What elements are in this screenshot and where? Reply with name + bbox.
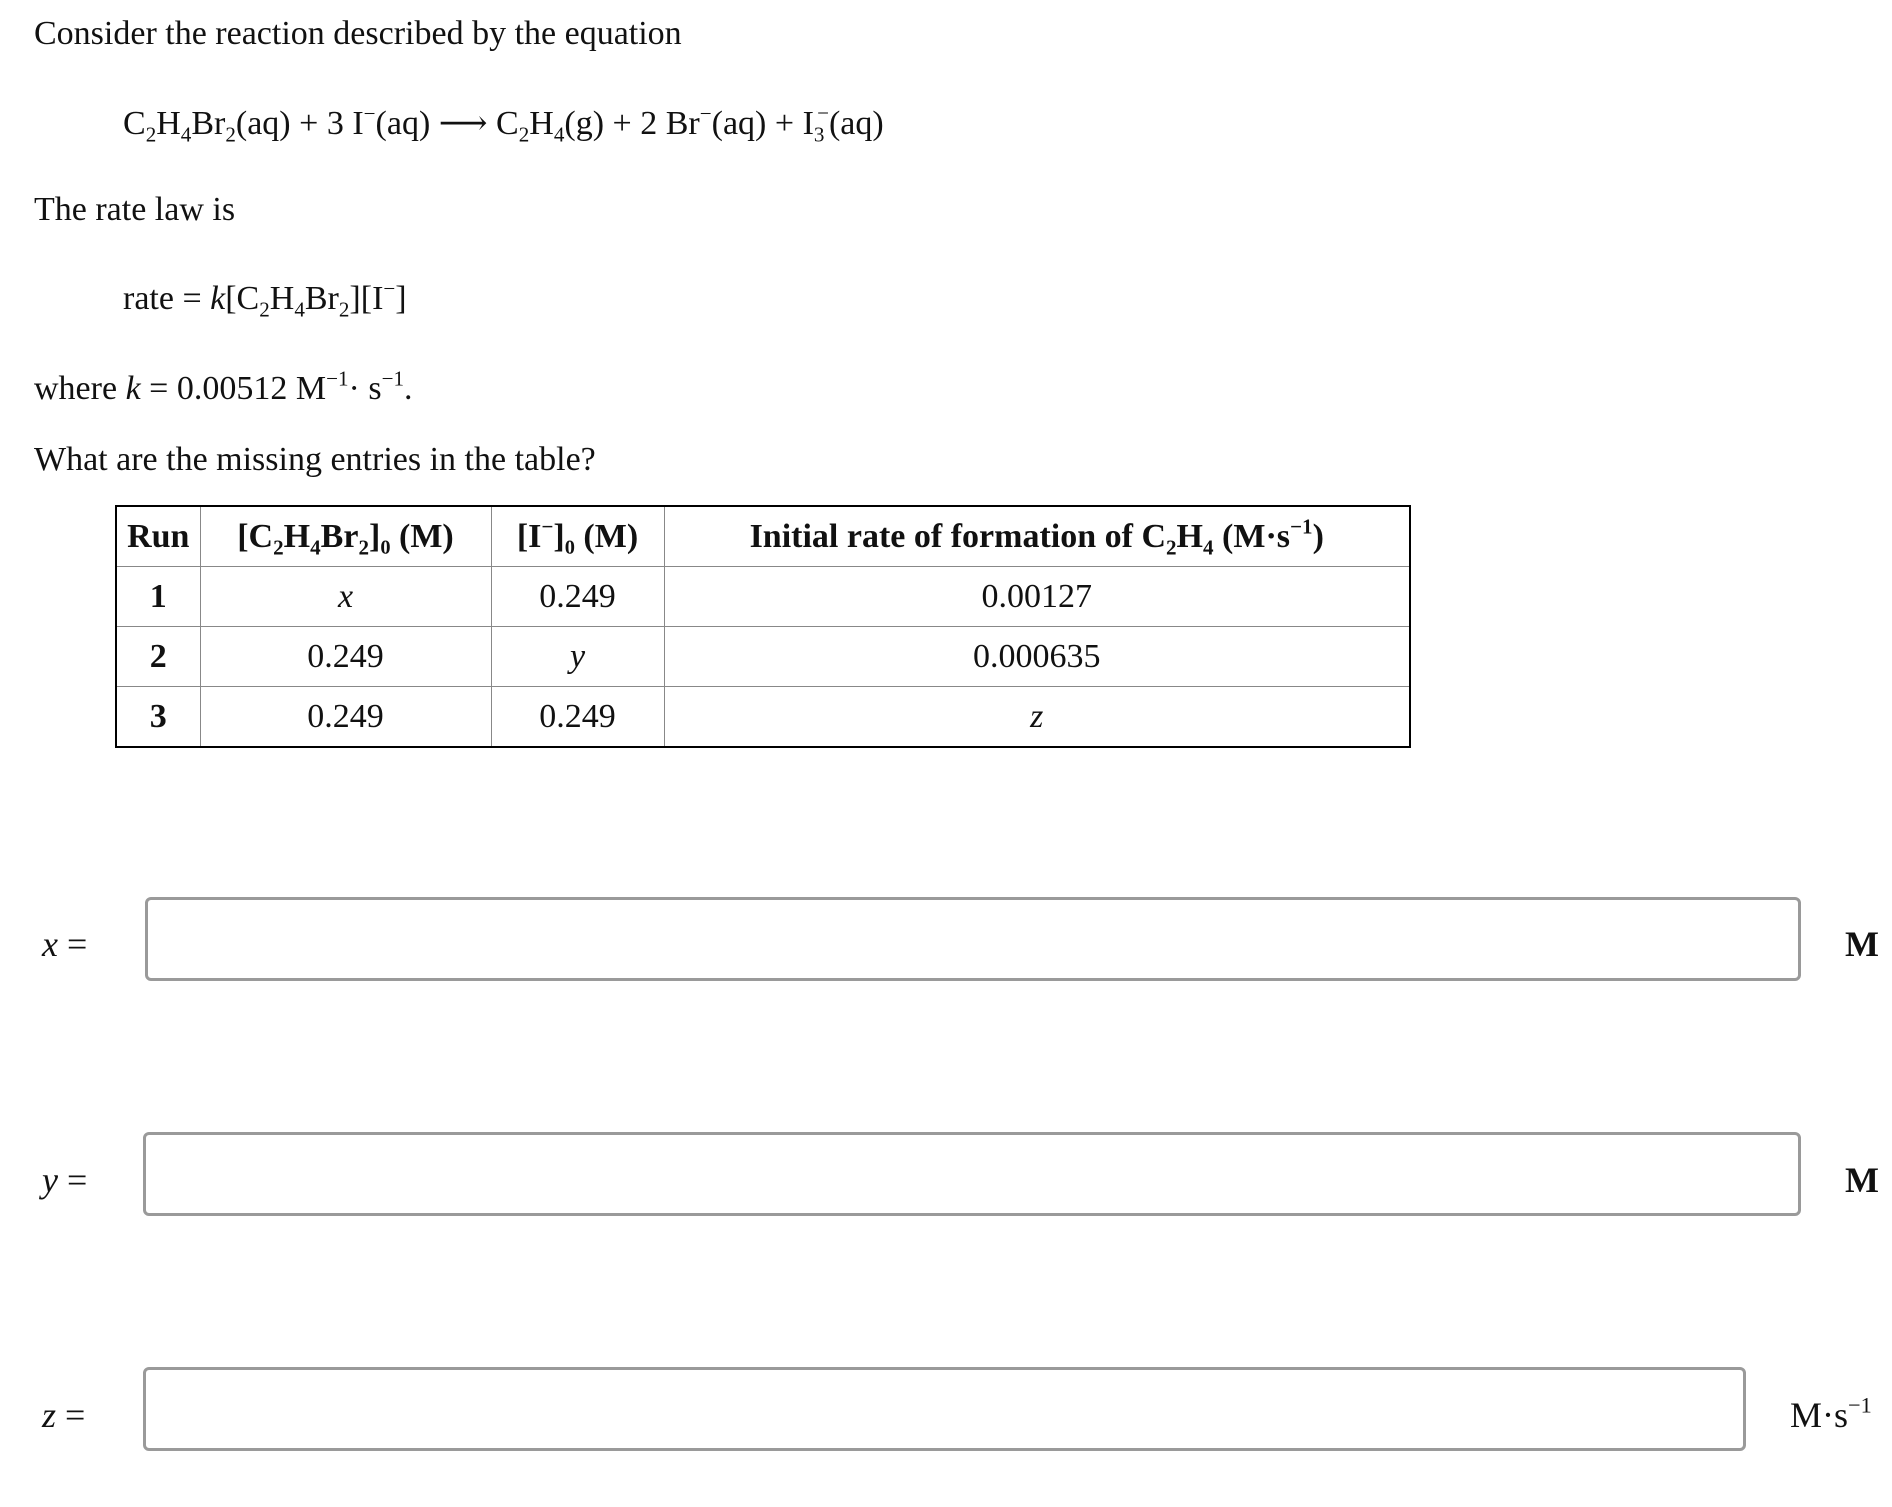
header-initial-rate: Initial rate of formation of $C_2H_4$ $(M\cdot s^{-1})$ [664,506,1410,567]
run-number: 3 [116,687,200,748]
reaction-arrow: ⟶ [438,105,488,142]
cell-rate: 0.00127 [664,567,1410,627]
rate-constant-value: 0.00512 [176,370,288,407]
product-1: $C_2H_4(g)$ [496,105,605,147]
table-row [116,687,1410,748]
product-2: 2 Br−(aq) [640,101,767,142]
header-run: Run [116,506,200,567]
rate-constant-units: $M^{-1}\cdot s^{-1}$. [295,366,413,407]
rate-law-expression: rate = $k[C_2H_4Br_2][I^-]$ [123,276,407,322]
cell-c2h4br2: 0.249 [200,687,491,748]
rate-constant-statement: where k = 0.00512 $M^{-1}\cdot s^{-1}$. [34,366,413,407]
table-row [116,567,1410,627]
reactant-1: $C_2H_4Br_2(aq)$ [123,105,291,147]
run-number: 1 [116,567,200,627]
cell-iodide: y [491,627,664,687]
answer-z-input[interactable] [143,1367,1746,1451]
cell-rate: 0.000635 [664,627,1410,687]
answer-z-label: z = [42,1395,86,1435]
answer-z-unit: $M\cdot s^{-1}$ [1790,1392,1872,1435]
header-c2h4br2-concentration: $[C_2H_4Br_2]_0$ (M) [200,506,491,567]
cell-c2h4br2: 0.249 [200,627,491,687]
answer-x-unit: M [1845,924,1879,964]
reactant-2: 3 I−(aq) [326,101,431,142]
answer-y-input[interactable] [143,1132,1801,1216]
kinetics-data-table [115,505,1411,748]
answer-y-unit: M [1845,1160,1879,1200]
reaction-equation: $C_2H_4Br_2(aq) + 3$ I−(aq) ⟶ $C_2H_4(g) + 2$ $Br^-(aq) + I_3^-(aq)$ [123,101,884,147]
header-iodide-concentration: [I−]₀ (M) [491,506,664,567]
rate-law-intro: The rate law is [34,191,236,228]
intro-text: Consider the reaction described by the equation [34,15,682,52]
cell-c2h4br2: x [200,567,491,627]
question-text: What are the missing entries in the table? [34,441,596,478]
answer-x-label: x = [42,924,88,964]
product-3: $I_3^-(aq)$ [802,101,884,147]
answer-x-input[interactable] [145,897,1801,981]
cell-rate: z [664,687,1410,748]
cell-iodide: 0.249 [491,567,664,627]
table-header-row [116,506,1410,567]
rate-constant-symbol: k [125,370,141,407]
cell-iodide: 0.249 [491,687,664,748]
rate-constant-prefix: where [34,370,118,407]
answer-y-label: y = [42,1160,88,1200]
table-row [116,627,1410,687]
run-number: 2 [116,627,200,687]
